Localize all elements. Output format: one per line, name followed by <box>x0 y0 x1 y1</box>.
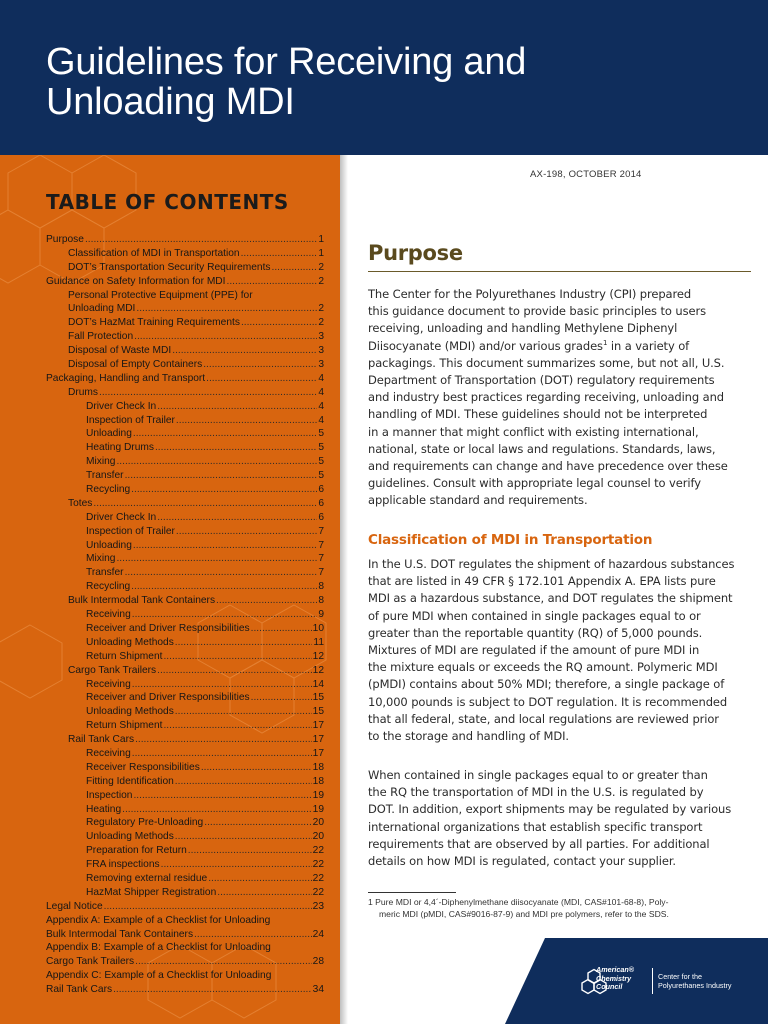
toc-entry-title: Return Shipment <box>86 650 163 662</box>
toc-entry-page: 20 <box>312 817 324 829</box>
toc-entry[interactable] <box>46 373 324 387</box>
text-line: the RQ the transportation of MDI in the U.S. is regulated by <box>368 785 704 800</box>
toc-leader-dots <box>135 956 312 967</box>
toc-entry-title: FRA inspections <box>86 859 160 871</box>
toc-leader-dots <box>93 498 317 509</box>
text-line: international organizations that establish specific transport <box>368 819 703 834</box>
toc-entry-page: 12 <box>312 650 324 662</box>
toc-entry-page: 4 <box>318 414 324 426</box>
toc-entry[interactable] <box>46 706 324 720</box>
footnote-line: meric MDI (pMDI, CAS#9016-87-9) and MDI pre polymers, refer to the SDS. <box>379 909 669 920</box>
classification-paragraph-1 <box>368 556 752 745</box>
toc-entry[interactable] <box>46 748 324 762</box>
heading-divider <box>368 271 751 272</box>
toc-entry[interactable] <box>46 929 324 943</box>
toc-entry-title: Return Shipment <box>86 720 163 732</box>
text-line: Department of Transportation (DOT) regulatory requirements <box>368 373 715 388</box>
toc-entry[interactable] <box>46 790 324 804</box>
toc-leader-dots <box>206 373 317 384</box>
toc-entry-page: 4 <box>318 372 324 384</box>
text-line: When contained in single packages equal to or greater than <box>368 768 708 782</box>
toc-entry-title: Receiving <box>86 747 131 759</box>
toc-entry[interactable] <box>46 609 324 623</box>
toc-entry-title: Fitting Identification <box>86 775 174 787</box>
toc-entry-title: Receiver and Driver Responsibilities <box>86 692 250 704</box>
document-code: AX-198, OCTOBER 2014 <box>530 169 642 180</box>
toc-entry-title: Unloading Methods <box>86 831 174 843</box>
text-line: greater than the reportable quantity (RQ) of 5,000 pounds. <box>368 625 703 640</box>
toc-entry-title: Unloading Methods <box>86 636 174 648</box>
toc-leader-dots <box>216 595 317 606</box>
toc-entry[interactable] <box>46 401 324 415</box>
toc-entry-title: Driver Check In <box>86 511 157 523</box>
toc-entry-page: 15 <box>312 692 324 704</box>
toc-entry-title: Regulatory Pre-Unloading <box>86 817 204 829</box>
toc-entry-title: Unloading <box>86 539 132 551</box>
toc-entry-title: Inspection of Trailer <box>86 525 175 537</box>
toc-leader-dots <box>172 345 317 356</box>
toc-entry-title: Removing external residue <box>86 872 208 884</box>
toc-entry-title: Receiving <box>86 678 131 690</box>
toc-entry-title: Packaging, Handling and Transport <box>46 372 206 384</box>
cpi-wordmark <box>658 972 758 990</box>
toc-entry-title: DOT’s Transportation Security Requirements <box>68 261 271 273</box>
toc-leader-dots <box>133 790 311 801</box>
toc-entry-title: Unloading <box>86 428 132 440</box>
text-line: handling of MDI. These guidelines should not be interpreted <box>368 407 708 422</box>
toc-entry-title: DOT’s HazMat Training Requirements <box>68 317 240 329</box>
toc-entry[interactable] <box>46 262 324 276</box>
toc-entry-page: 3 <box>318 331 324 343</box>
text-line: and requirements can change and have precedence over these <box>368 459 728 474</box>
cpi-wordmark-line: Center for the <box>658 972 702 981</box>
toc-entry[interactable] <box>46 317 324 331</box>
acc-wordmark-line: Council <box>596 982 623 992</box>
toc-entry-title: Heating Drums <box>86 442 154 454</box>
toc-entry[interactable] <box>46 901 324 915</box>
toc-entry-page: 4 <box>318 386 324 398</box>
toc-entry[interactable] <box>46 234 324 248</box>
toc-entry[interactable] <box>46 637 324 651</box>
toc-leader-dots <box>194 929 312 940</box>
toc-entry-title: Appendix C: Example of a Checklist for Unloading <box>46 970 272 982</box>
cpi-wordmark-line: Polyurethanes Industry <box>658 981 732 990</box>
toc-entry-page: 5 <box>318 442 324 454</box>
toc-entry-title: Disposal of Empty Containers <box>68 359 203 371</box>
toc-entry[interactable] <box>46 428 324 442</box>
text-segment: Diisocyanate (MDI) and/or various grades <box>368 338 603 353</box>
footnote-divider <box>368 892 456 893</box>
toc-entry-title: Inspection of Trailer <box>86 414 175 426</box>
toc-entry-page: 18 <box>312 775 324 787</box>
toc-entry-page: 19 <box>312 789 324 801</box>
toc-entry-title: Heating <box>86 803 122 815</box>
toc-entry-title: Driver Check In <box>86 400 157 412</box>
title-banner <box>0 0 768 155</box>
toc-entry[interactable] <box>46 387 324 401</box>
toc-entry-page: 17 <box>312 720 324 732</box>
toc-entry-page: 22 <box>312 886 324 898</box>
toc-entry-page: 11 <box>313 636 324 648</box>
toc-entry-title: Unloading Methods <box>86 706 174 718</box>
toc-entry[interactable] <box>46 776 324 790</box>
toc-entry[interactable] <box>46 581 324 595</box>
toc-leader-dots <box>99 387 317 398</box>
toc-entry-page: 6 <box>318 511 324 523</box>
text-line: in a manner that might conflict with existing international, <box>368 424 699 439</box>
toc-entry[interactable] <box>46 248 324 262</box>
toc-entry[interactable] <box>46 540 324 554</box>
toc-entry-page: 5 <box>318 470 324 482</box>
toc-entry[interactable] <box>46 526 324 540</box>
toc-entry-page: 2 <box>318 275 324 287</box>
classification-paragraph-2 <box>368 767 752 870</box>
text-line: DOT. In addition, export shipments may be regulated by various <box>368 802 732 817</box>
text-line: that all federal, state, and local regulations are reviewed prior <box>368 711 719 726</box>
toc-entry[interactable] <box>46 331 324 345</box>
text-line: national, state or local laws and regulations. Standards, laws, <box>368 441 716 456</box>
toc-entry-title: Recycling <box>86 581 131 593</box>
toc-entry-page: 15 <box>312 706 324 718</box>
toc-entry-title: Guidance on Safety Information for MDI <box>46 275 226 287</box>
toc-entry-page: 10 <box>312 622 324 634</box>
toc-leader-dots <box>132 609 318 620</box>
toc-leader-dots <box>116 553 317 564</box>
toc-leader-dots <box>136 303 317 314</box>
toc-leader-dots <box>251 623 312 634</box>
toc-leader-dots <box>113 984 312 995</box>
text-line: In the U.S. DOT regulates the shipment of hazardous substances <box>368 557 735 571</box>
text-segment: in a variety of <box>607 338 690 353</box>
text-line: that are listed in 49 CFR § 172.101 Appendix A. EPA lists pure <box>368 574 716 589</box>
document-title: Guidelines for Receiving and Unloading MDI <box>46 41 527 123</box>
toc-leader-dots <box>135 734 312 745</box>
toc-entry[interactable] <box>46 290 324 304</box>
toc-entry[interactable] <box>46 456 324 470</box>
toc-leader-dots <box>104 901 312 912</box>
toc-entry-page: 1 <box>318 234 324 245</box>
toc-entry-title: Transfer <box>86 567 124 579</box>
toc-entry-page: 28 <box>312 956 324 968</box>
toc-leader-dots <box>175 637 313 648</box>
sidebar-shadow <box>340 155 348 1024</box>
toc-entry[interactable] <box>46 831 324 845</box>
toc-entry[interactable] <box>46 553 324 567</box>
toc-leader-dots <box>157 512 317 523</box>
toc-entry-page: 22 <box>312 859 324 871</box>
toc-entry-page: 7 <box>318 525 324 537</box>
toc-leader-dots <box>116 456 317 467</box>
text-line <box>368 338 752 355</box>
toc-entry-page: 1 <box>318 247 324 259</box>
toc-leader-dots <box>175 831 312 842</box>
toc-entry[interactable] <box>46 887 324 901</box>
trademark-symbol: ® <box>628 965 635 974</box>
purpose-paragraph <box>368 286 752 510</box>
toc-leader-dots <box>133 428 317 439</box>
toc-entry[interactable] <box>46 915 324 929</box>
toc-entry-title: HazMat Shipper Registration <box>86 886 217 898</box>
toc-entry-page: 17 <box>312 747 324 759</box>
toc-entry[interactable] <box>46 804 324 818</box>
toc-leader-dots <box>132 748 312 759</box>
toc-leader-dots <box>188 845 312 856</box>
toc-leader-dots <box>85 234 317 245</box>
toc-leader-dots <box>203 359 317 370</box>
toc-entry-page: 9 <box>318 609 324 621</box>
toc-entry-page: 2 <box>318 317 324 329</box>
toc-leader-dots <box>133 540 317 551</box>
toc-entry[interactable] <box>46 762 324 776</box>
toc-entry[interactable] <box>46 984 324 998</box>
toc-leader-dots <box>175 776 312 787</box>
acc-wordmark-line: Chemistry <box>596 973 632 983</box>
toc-entry[interactable] <box>46 859 324 873</box>
toc-entry-page: 5 <box>318 428 324 440</box>
toc-leader-dots <box>241 317 317 328</box>
toc-leader-dots <box>227 276 318 287</box>
toc-entry-title: Classification of MDI in Transportation <box>68 247 240 259</box>
toc-entry[interactable] <box>46 845 324 859</box>
toc-entry[interactable] <box>46 679 324 693</box>
toc-entry-title: Legal Notice <box>46 900 103 912</box>
text-line: 10,000 pounds is subject to DOT regulation. It is recommended <box>368 694 728 709</box>
toc-entry-page: 22 <box>312 845 324 857</box>
text-line: to the storage and handling of MDI. <box>368 729 569 744</box>
text-line: the mixture equals or exceeds the RQ amount. Polymeric MDI <box>368 660 718 675</box>
toc-entry-page: 24 <box>312 928 324 940</box>
footnote-marker[interactable]: 1 <box>602 338 608 347</box>
toc-leader-dots <box>272 262 318 273</box>
toc-entry[interactable] <box>46 734 324 748</box>
purpose-heading: Purpose <box>368 241 463 265</box>
text-line: guidelines. Consult with appropriate legal counsel to verify <box>368 476 701 491</box>
toc-entry-title: Preparation for Return <box>86 845 187 857</box>
toc-entry-page: 22 <box>312 872 324 884</box>
toc-entry[interactable] <box>46 359 324 373</box>
toc-entry-title: Inspection <box>86 789 133 801</box>
toc-entry-page: 34 <box>312 984 324 996</box>
toc-leader-dots <box>175 706 312 717</box>
table-of-contents <box>46 234 324 998</box>
toc-entry[interactable] <box>46 692 324 706</box>
toc-entry-page: 6 <box>318 484 324 496</box>
toc-leader-dots <box>251 692 312 703</box>
toc-entry[interactable] <box>46 873 324 887</box>
toc-entry[interactable] <box>46 942 324 956</box>
toc-entry-page: 7 <box>318 539 324 551</box>
toc-leader-dots <box>241 248 318 259</box>
toc-entry-title: Drums <box>68 386 98 398</box>
toc-entry-page: 12 <box>312 664 324 676</box>
toc-entry[interactable] <box>46 276 324 290</box>
toc-leader-dots <box>134 331 317 342</box>
toc-entry-page: 18 <box>312 761 324 773</box>
toc-entry-title: Rail Tank Cars <box>46 984 113 996</box>
toc-entry-title: Cargo Tank Trailers <box>46 956 135 968</box>
text-line: applicable standard and requirements. <box>368 493 588 508</box>
toc-entry[interactable] <box>46 484 324 498</box>
toc-entry[interactable] <box>46 665 324 679</box>
toc-entry-page: 23 <box>312 900 324 912</box>
toc-entry-page: 3 <box>318 345 324 357</box>
toc-leader-dots <box>201 762 312 773</box>
toc-leader-dots <box>176 415 317 426</box>
toc-entry-page: 3 <box>318 359 324 371</box>
logo-divider <box>652 968 653 994</box>
footnote <box>368 896 752 921</box>
toc-entry-title: Appendix A: Example of a Checklist for Unloading <box>46 914 271 926</box>
toc-leader-dots <box>131 581 317 592</box>
footnote-line: 1 Pure MDI or 4,4´-Diphenylmethane diisocyanate (MDI, CAS#101-68-8), Poly- <box>368 897 669 907</box>
toc-entry[interactable] <box>46 720 324 734</box>
toc-entry-page: 2 <box>318 303 324 315</box>
toc-leader-dots <box>204 817 311 828</box>
toc-entry-title: Transfer <box>86 470 124 482</box>
toc-leader-dots <box>132 679 312 690</box>
toc-entry-title: Unloading MDI <box>68 303 136 315</box>
toc-entry-title: Receiving <box>86 609 131 621</box>
text-line: requirements that are observed by all parties. For additional <box>368 836 710 851</box>
toc-entry[interactable] <box>46 303 324 317</box>
text-line: (pMDI) contains about 50% MDI; therefore, a single package of <box>368 677 725 692</box>
text-line: this guidance document to provide basic principles to users <box>368 304 706 319</box>
toc-entry-page: 7 <box>318 553 324 565</box>
toc-leader-dots <box>217 887 311 898</box>
toc-leader-dots <box>176 526 317 537</box>
text-line: receiving, unloading and handling Methylene Diphenyl <box>368 321 678 336</box>
toc-leader-dots <box>125 567 318 578</box>
toc-entry[interactable] <box>46 623 324 637</box>
toc-entry-page: 20 <box>312 831 324 843</box>
toc-entry-title: Cargo Tank Trailers <box>68 664 157 676</box>
text-line: The Center for the Polyurethanes Industry (CPI) prepared <box>368 287 692 301</box>
toc-entry-page: 7 <box>318 567 324 579</box>
toc-leader-dots <box>161 859 312 870</box>
toc-entry-title: Bulk Intermodal Tank Containers <box>68 595 216 607</box>
toc-entry[interactable] <box>46 345 324 359</box>
toc-entry-title: Personal Protective Equipment (PPE) for <box>68 289 253 301</box>
acc-wordmark <box>596 966 650 992</box>
text-line: Mixtures of MDI are regulated if the amount of pure MDI in <box>368 643 700 658</box>
toc-entry-title: Purpose <box>46 234 84 245</box>
toc-entry[interactable] <box>46 970 324 984</box>
toc-entry-title: Receiver and Driver Responsibilities <box>86 622 250 634</box>
toc-leader-dots <box>208 873 311 884</box>
toc-entry[interactable] <box>46 567 324 581</box>
toc-entry[interactable] <box>46 817 324 831</box>
toc-entry[interactable] <box>46 651 324 665</box>
toc-entry-title: Receiver Responsibilities <box>86 761 200 773</box>
toc-entry-page: 19 <box>312 803 324 815</box>
toc-leader-dots <box>157 665 312 676</box>
toc-entry-page: 5 <box>318 456 324 468</box>
toc-entry[interactable] <box>46 498 324 512</box>
toc-entry-title: Bulk Intermodal Tank Containers <box>46 928 194 940</box>
text-line: MDI as a hazardous substance, and DOT regulates the shipment <box>368 591 733 606</box>
toc-entry-title: Mixing <box>86 456 116 468</box>
toc-entry-title: Fall Protection <box>68 331 134 343</box>
toc-entry-title: Disposal of Waste MDI <box>68 345 172 357</box>
classification-heading: Classification of MDI in Transportation <box>368 532 653 548</box>
toc-entry-page: 4 <box>318 400 324 412</box>
toc-entry-page: 6 <box>318 497 324 509</box>
toc-leader-dots <box>131 484 317 495</box>
toc-entry-title: Appendix B: Example of a Checklist for Unloading <box>46 942 271 954</box>
text-line: of pure MDI when contained in single packages equal to or <box>368 608 701 623</box>
toc-leader-dots <box>157 401 317 412</box>
acc-wordmark-text: American <box>596 965 629 974</box>
toc-entry-page: 14 <box>312 678 324 690</box>
toc-leader-dots <box>125 470 318 481</box>
toc-leader-dots <box>122 804 312 815</box>
toc-leader-dots <box>163 651 311 662</box>
toc-entry-title: Mixing <box>86 553 116 565</box>
toc-entry[interactable] <box>46 595 324 609</box>
text-line: and industry best practices regarding receiving, unloading and <box>368 390 724 405</box>
toc-entry[interactable] <box>46 442 324 456</box>
toc-entry-page: 8 <box>318 581 324 593</box>
toc-entry[interactable] <box>46 415 324 429</box>
text-line: details on how MDI is regulated, contact your supplier. <box>368 854 676 869</box>
toc-leader-dots <box>155 442 317 453</box>
toc-entry[interactable] <box>46 512 324 526</box>
toc-entry-title: Rail Tank Cars <box>68 734 135 746</box>
text-line: packagings. This document summarizes some, but not all, U.S. <box>368 355 725 370</box>
toc-entry-title: Totes <box>68 497 93 509</box>
toc-leader-dots <box>163 720 311 731</box>
toc-entry-page: 8 <box>318 595 324 607</box>
toc-entry-title: Recycling <box>86 484 131 496</box>
toc-entry-page: 17 <box>312 734 324 746</box>
toc-heading: TABLE OF CONTENTS <box>46 190 289 214</box>
toc-entry[interactable] <box>46 470 324 484</box>
toc-entry[interactable] <box>46 956 324 970</box>
toc-entry-page: 2 <box>318 261 324 273</box>
